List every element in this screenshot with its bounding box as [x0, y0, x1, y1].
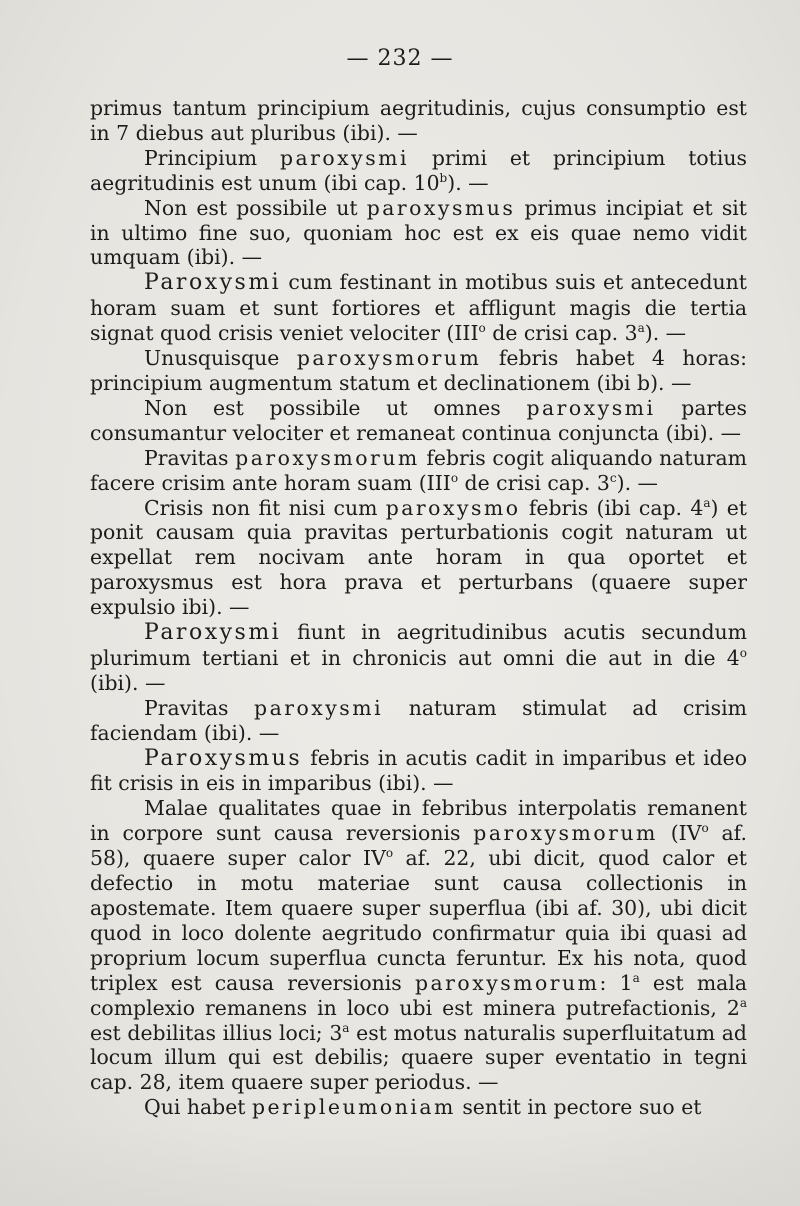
- text-run: primus incipiat et sit in ultimo fine suo, quoniam hoc est ex eis quae nemo vidit umquam (ibi). —: [90, 195, 747, 270]
- spaced-keyword: paroxysmi: [279, 145, 410, 170]
- text-run: est mala complexio remanens in loco ubi est minera putrefactionis, 2: [90, 970, 748, 1020]
- paragraph: [90, 446, 747, 496]
- text-run: est debilitas illius loci; 3: [90, 1020, 343, 1045]
- page-number-header: — 232 —: [346, 46, 454, 71]
- superscript: o: [450, 470, 459, 485]
- paragraph: [90, 620, 747, 696]
- paragraph: [90, 746, 747, 797]
- text-run: Principium: [144, 145, 280, 170]
- text-run: Qui habet: [144, 1095, 252, 1120]
- text-run: febris habet 4 horas: principium augmentum statum et declinationem (ibi b). —: [90, 346, 747, 395]
- text-run: ). —: [644, 321, 687, 346]
- text-run: Malae qualitates quae in febribus interpolatis remanent in corpore sunt causa reversionis: [90, 796, 747, 846]
- spaced-keyword: paroxysmi: [254, 695, 384, 720]
- text-run: fiunt in aegritudinibus acutis secundum plurimum tertiani et in chronicis aut omni die aut in die 4: [90, 620, 747, 670]
- text-run: (ibi). —: [90, 670, 166, 695]
- spaced-keyword: paroxysmo: [385, 495, 521, 520]
- superscript: c: [609, 470, 617, 485]
- text-run: Pravitas: [144, 695, 255, 720]
- paragraph: [90, 696, 747, 746]
- paragraph: [90, 146, 747, 196]
- paragraph: [90, 396, 747, 446]
- text-run: ) et ponit causam quia pravitas perturbationis cogit naturam ut expellat rem nocivam ante horam in qua oportet et paroxysmus est hora prava et perturbans (quaere super expulsio ibi). —: [90, 495, 747, 620]
- text-run: naturam stimulat ad crisim faciendam (ibi). —: [90, 695, 747, 745]
- text-run: Crisis non fit nisi cum: [144, 495, 386, 520]
- spaced-keyword: paroxysmorum: [235, 445, 420, 470]
- superscript: a: [342, 1020, 350, 1035]
- text-run: : 1: [599, 970, 633, 995]
- superscript: o: [385, 846, 394, 861]
- superscript: b: [439, 170, 448, 185]
- text-run: febris in acutis cadit in imparibus et ideo fit crisis in eis in imparibus (ibi). —: [90, 745, 747, 796]
- superscript: a: [632, 970, 640, 985]
- page-shadow: [0, 1126, 800, 1206]
- text-run: ). —: [447, 170, 489, 195]
- text-run: af. 22, ubi dicit, quod calor et defectio in motu materiae sunt causa collectionis in apostemate. Item quaere super superflua (ibi af. 30), ubi dicit quod in loco dolente aegritudo confirmatur quia ibi quasi ad proprium locum superflua cuncta feruntur. Ex his nota, quod triplex est causa reversionis: [90, 846, 747, 995]
- text-run: primi et principium totius aegritudinis est unum (ibi cap. 10: [90, 145, 747, 195]
- paragraph: [90, 796, 747, 1095]
- spaced-keyword: Paroxysmi: [144, 270, 282, 296]
- text-run: Unusquisque: [144, 346, 297, 371]
- body-text: [90, 96, 747, 1120]
- spaced-keyword: peripleumoniam: [251, 1095, 456, 1120]
- paragraph: [90, 270, 747, 346]
- paragraph: [90, 196, 747, 271]
- spaced-keyword: Paroxysmus: [144, 745, 303, 771]
- superscript: a: [703, 495, 711, 510]
- paragraph: [90, 96, 747, 146]
- paragraph: [90, 1095, 747, 1120]
- text-run: partes consumantur velociter et remaneat continua conjuncta (ibi). —: [90, 395, 747, 445]
- superscript: a: [739, 995, 747, 1010]
- text-run: Pravitas: [144, 445, 236, 470]
- text-run: de crisi cap. 3: [458, 470, 610, 495]
- text-run: primus tantum principium aegritudinis, cujus consumptio est in 7 diebus aut pluribus (ibi). —: [90, 96, 747, 145]
- text-run: de crisi cap. 3: [485, 321, 638, 346]
- spaced-keyword: paroxysmorum: [296, 346, 482, 371]
- text-run: sentit in pectore suo et: [455, 1095, 702, 1120]
- text-run: Non est possibile ut omnes: [144, 395, 527, 420]
- paragraph: [90, 496, 747, 621]
- superscript: o: [478, 321, 486, 336]
- text-run: af. 58), quaere super calor IV: [90, 821, 747, 871]
- superscript: o: [739, 646, 747, 661]
- spaced-keyword: paroxysmi: [526, 395, 656, 420]
- text-run: febris (ibi cap. 4: [520, 495, 704, 520]
- paragraph: [90, 346, 747, 396]
- text-run: (IV: [657, 821, 702, 846]
- text-run: est motus naturalis superfluitatum ad locum illum qui est debilis; quaere super eventatio in tegni cap. 28, item quaere super periodus. —: [90, 1020, 747, 1095]
- text-run: Non est possibile ut: [144, 195, 367, 220]
- spaced-keyword: paroxysmorum: [414, 970, 600, 995]
- text-run: ). —: [616, 470, 658, 495]
- text-run: febris cogit aliquando naturam facere crisim ante horam suam (III: [90, 445, 747, 495]
- spaced-keyword: paroxysmorum: [473, 821, 658, 846]
- spaced-keyword: Paroxysmi: [144, 620, 282, 646]
- text-run: cum festinant in motibus suis et antecedunt horam suam et sunt fortiores et affligunt magis die tertia signat quod crisis veniet velociter (III: [90, 270, 747, 346]
- superscript: a: [637, 321, 645, 336]
- superscript: o: [701, 821, 709, 836]
- spaced-keyword: paroxysmus: [366, 195, 516, 220]
